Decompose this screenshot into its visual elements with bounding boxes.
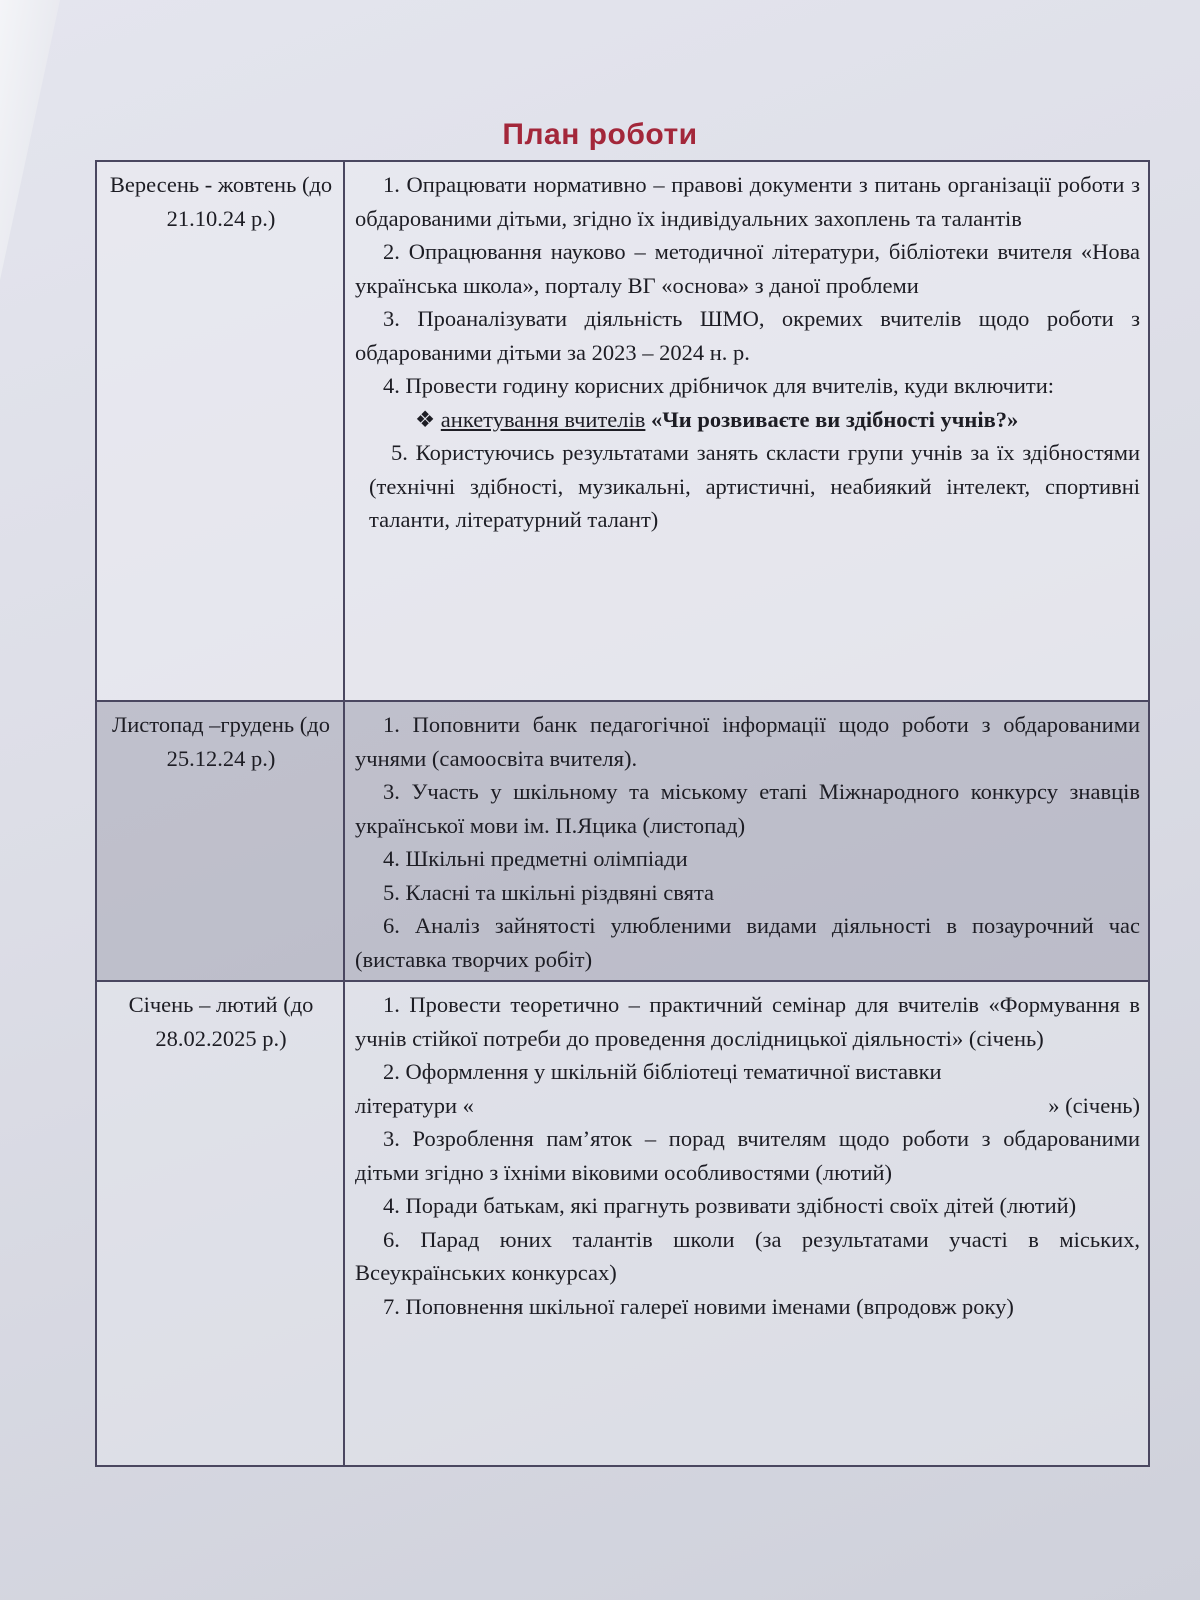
task-item: 4. Поради батькам, які прагнуть розвивати здібності своїх дітей (лютий) [383,1193,1077,1218]
blank-line-left: літератури « [355,1092,474,1118]
blank-title-line [355,1089,1140,1123]
period-cell: Січень – лютий (до 28.02.2025 р.) [96,981,344,1466]
task-item: 3. Участь у шкільному та міському етапі Міжнародного конкурсу знавців української мови ім. П.Яцика (листопад) [355,779,1140,838]
task-item: 2. Оформлення у шкільній бібліотеці тематичної виставки [383,1059,942,1084]
table-row [96,701,1149,981]
task-item: 1. Провести теоретично – практичний семінар для вчителів «Формування в учнів стійкої потреби до проведення дослідницької діяльності» (січень) [355,992,1140,1051]
diamond-bullet-icon: ❖ [415,406,436,432]
task-item: 3. Проаналізувати діяльність ШМО, окремих вчителів щодо роботи з обдарованими дітьми за 2023 – 2024 н. р. [355,306,1140,365]
task-item: 1. Опрацювати нормативно – правові документи з питань організації роботи з обдарованими дітьми, згідно їх індивідуальних захоплень та талантів [355,172,1140,231]
page-title: План роботи [502,118,698,151]
survey-title: «Чи розвиваєте ви здібності учнів?» [651,406,1019,432]
task-item: 6. Аналіз зайнятості улюбленими видами діяльності в позаурочний час (виставка творчих робіт) [355,913,1140,972]
task-item: 5. Користуючись результатами занять скласти групи учнів за їх здібностями (технічні здібності, музикальні, артистичні, неабиякий інтелект, спортивні таланти, літературний талант) [369,440,1140,532]
bullet-item [355,403,1140,437]
table-row [96,161,1149,701]
tasks-cell [344,701,1149,981]
task-item: 2. Опрацювання науково – методичної літератури, бібліотеки вчителя «Нова українська школа», порталу ВГ «основа» з даної проблеми [355,239,1140,298]
blank-line-right: » (січень) [1048,1092,1140,1118]
period-cell: Вересень - жовтень (до 21.10.24 р.) [96,161,344,701]
plan-table [95,160,1150,1467]
tasks-cell [344,981,1149,1466]
task-item: 4. Провести годину корисних дрібничок для вчителів, куди включити: [383,373,1055,398]
task-item: 3. Розроблення пам’яток – порад вчителям щодо роботи з обдарованими дітьми згідно з їхніми віковими особливостями (лютий) [355,1126,1140,1185]
task-item: 4. Шкільні предметні олімпіади [383,846,688,871]
task-item: 1. Поповнити банк педагогічної інформації щодо роботи з обдарованими учнями (самоосвіта вчителя). [355,712,1140,771]
table-row [96,981,1149,1466]
survey-label: анкетування вчителів [440,406,646,432]
task-item: 7. Поповнення шкільної галереї новими іменами (впродовж року) [383,1293,1014,1319]
task-item: 6. Парад юних талантів школи (за результатами участі в міських, Всеукраїнських конкурсах) [355,1226,1140,1285]
period-cell: Листопад –грудень (до 25.12.24 р.) [96,701,344,981]
tasks-cell [344,161,1149,701]
task-item: 5. Класні та шкільні різдвяні свята [383,879,715,905]
